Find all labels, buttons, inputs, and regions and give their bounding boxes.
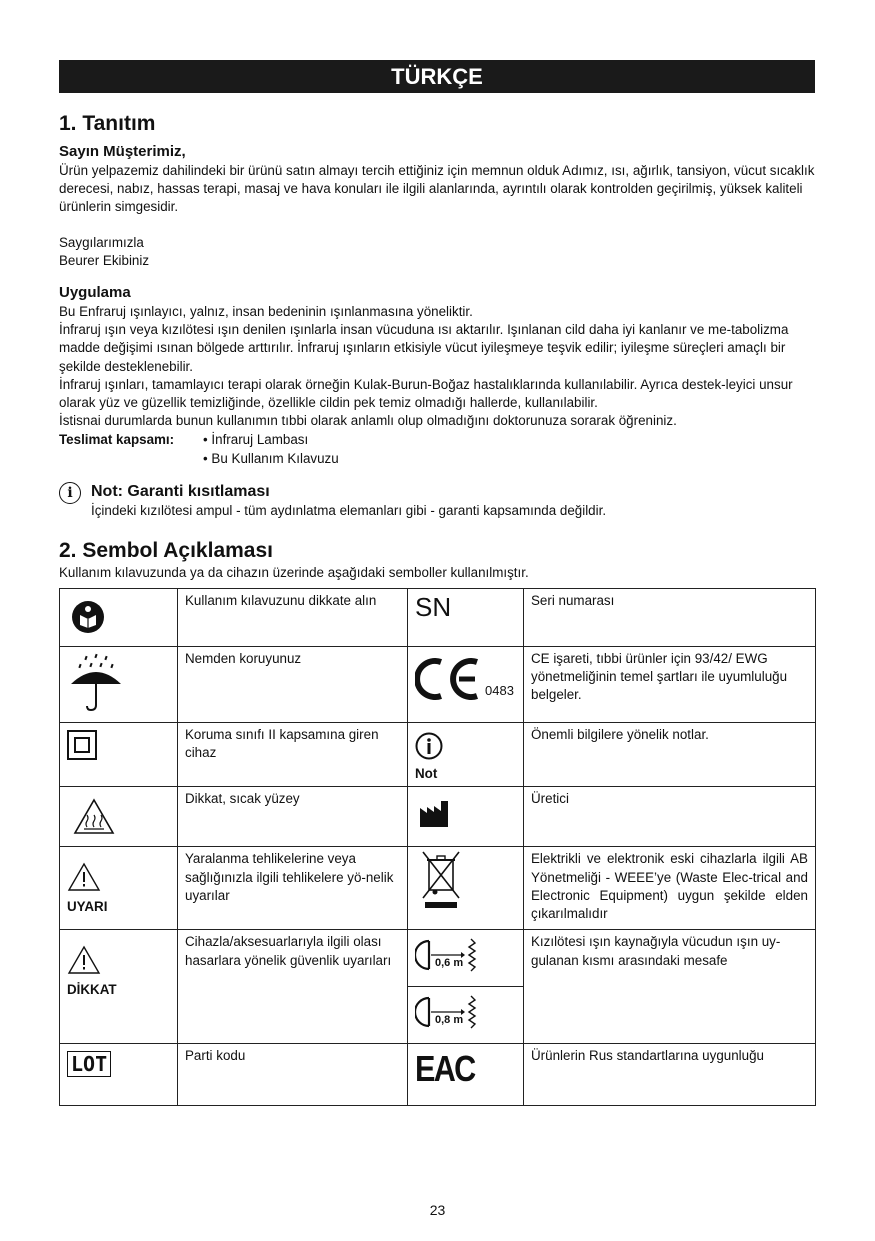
language-banner: TÜRKÇE xyxy=(59,60,815,93)
scope-label: Teslimat kapsamı: xyxy=(59,432,175,448)
info-icon xyxy=(415,732,443,760)
ce-mark xyxy=(415,658,516,700)
table-row xyxy=(60,1044,816,1106)
regards: Saygılarımızla xyxy=(59,234,144,250)
hot-surface-icon xyxy=(73,798,115,836)
symbol-cell xyxy=(408,847,524,930)
warning-label: UYARI xyxy=(67,898,108,914)
symbol-cell xyxy=(408,646,524,722)
distance-value: 0,8 m xyxy=(435,1014,464,1027)
umbrella-icon xyxy=(69,650,123,714)
scope-item: • Bu Kullanım Kılavuzu xyxy=(203,449,339,468)
section1-title: 1. Tanıtım xyxy=(59,112,156,135)
caution-icon xyxy=(67,945,101,975)
symbol-desc: Üretici xyxy=(524,787,816,847)
read-manual-icon xyxy=(71,600,105,634)
symbol-desc: Elektrikli ve elektronik eski cihazlarla ilgili AB Yönetmeliği - WEEE’ye (Waste Elec-trical and Electronic Equipment) uygun şekilde elden çıkarılmalıdır xyxy=(524,847,816,930)
distance-symbol-2 xyxy=(415,990,516,1030)
symbol-desc: Koruma sınıfı II kapsamına giren cihaz xyxy=(178,723,408,787)
warning-icon xyxy=(67,862,101,892)
table-row xyxy=(60,787,816,847)
section2-title: 2. Sembol Açıklaması xyxy=(59,538,273,562)
usage-title: Uygulama xyxy=(59,284,131,302)
eac-symbol: EAC xyxy=(415,1048,475,1090)
symbol-cell xyxy=(408,723,524,787)
symbol-desc: Kullanım kılavuzunu dikkate alın xyxy=(178,588,408,646)
table-row xyxy=(60,588,816,646)
ce-icon xyxy=(415,658,481,700)
table-row xyxy=(60,847,816,930)
table-row xyxy=(60,723,816,787)
symbol-cell xyxy=(60,930,178,1044)
manufacturer-icon xyxy=(419,800,449,828)
symbol-cell xyxy=(60,1044,178,1106)
distance-symbol-1 xyxy=(415,933,516,973)
symbol-cell xyxy=(408,588,524,646)
symbol-cell xyxy=(60,723,178,787)
scope-item: • İnfraruj Lambası xyxy=(203,430,339,449)
delivery-scope xyxy=(59,430,815,468)
section2-subtitle: Kullanım kılavuzunda ya da cihazın üzerinde aşağıdaki semboller kullanılmıştır. xyxy=(59,564,529,580)
symbol-cell xyxy=(408,987,524,1044)
symbol-desc: Yaralanma tehlikelerine veya sağlığınızla ilgili tehlikelere yö-nelik uyarılar xyxy=(178,847,408,930)
usage-line: İnfraruj ışınları, tamamlayıcı terapi olarak örneğin Kulak-Burun-Boğaz hastalıklarında kullanılabilir. Ayrıca destek-leyici unsur olarak yüz ve güzellik temizliğinde, özellikle cildin pek temiz olmadığı hallerde, kullanılabilir. xyxy=(59,376,793,411)
symbol-cell xyxy=(408,1044,524,1106)
sn-symbol: SN xyxy=(415,591,452,622)
note-label: Not xyxy=(415,766,438,782)
symbol-cell xyxy=(408,787,524,847)
intro-text: Ürün yelpazemiz dahilindeki bir ürünü satın almayı tercih ettiğiniz için memnun olduk Adımız, ısı, ağırlık, tansiyon, vücut sıcaklık derecesi, nabız, hassas terapi, masaj ve hava konuları ile ilgili alanlarında, ayrıntılı olarak kontrolden geçirilmiş, yüksek kaliteli ürünlerin simgesidir. xyxy=(59,163,815,215)
symbol-desc: Seri numarası xyxy=(524,588,816,646)
table-row xyxy=(60,930,816,987)
symbol-desc: Dikkat, sıcak yüzey xyxy=(178,787,408,847)
warranty-note xyxy=(59,482,815,520)
note-title: Not: Garanti kısıtlaması xyxy=(91,483,270,501)
symbol-cell xyxy=(60,847,178,930)
usage-line: İnfraruj ışın veya kızılötesi ışın denilen ışınlarla insan vücuduna ısı aktarılır. Işınlanan cild daha iyi kanlanır ve me-tabolizma madde değişimi ısınan bölgede arttırılır. İnfraruj ışınların etkisiyle vücut iyileşmeye teşvik edilir; iyileşme süreçleri amaçlı bir şekilde desteklenebilir. xyxy=(59,322,789,374)
symbol-table xyxy=(59,588,816,1107)
document-page xyxy=(59,60,815,1106)
symbol-desc: Kızılötesi ışın kaynağıyla vücudun ışın uy-gulanan kısmı arasındaki mesafe xyxy=(524,930,816,1044)
symbol-desc: Cihazla/aksesuarlarıyla ilgili olası hasarlara yönelik güvenlik uyarıları xyxy=(178,930,408,1044)
ce-number: 0483 xyxy=(485,682,514,698)
symbol-desc: Önemli bilgilere yönelik notlar. xyxy=(524,723,816,787)
symbol-cell xyxy=(60,787,178,847)
symbol-desc: CE işareti, tıbbi ürünler için 93/42/ EWG yönetmeliğinin temel şartları ile uyumluluğu belgeler. xyxy=(524,646,816,722)
class-ii-icon xyxy=(67,730,97,760)
table-row xyxy=(60,646,816,722)
symbol-desc: Parti kodu xyxy=(178,1044,408,1106)
symbol-cell xyxy=(60,588,178,646)
info-icon: i xyxy=(59,482,81,504)
symbol-desc: Ürünlerin Rus standartlarına uygunluğu xyxy=(524,1044,816,1106)
symbol-cell xyxy=(408,930,524,987)
symbol-cell xyxy=(60,646,178,722)
note-text: İçindeki kızılötesi ampul - tüm aydınlatma elemanları gibi - garanti kapsamında değildir. xyxy=(91,503,607,519)
usage-line: İstisnai durumlarda bunun kullanımın tıbbi olarak anlamlı olup olmadığını doktorunuza sorarak öğreniniz. xyxy=(59,413,677,429)
page-number: 23 xyxy=(429,1202,446,1218)
symbol-desc: Nemden koruyunuz xyxy=(178,646,408,722)
team: Beurer Ekibiniz xyxy=(59,252,150,268)
caution-label: DİKKAT xyxy=(67,981,117,997)
distance-value: 0,6 m xyxy=(435,957,464,970)
usage-line: Bu Enfraruj ışınlayıcı, yalnız, insan bedeninin ışınlanmasına yöneliktir. xyxy=(59,304,473,320)
weee-bin-icon xyxy=(421,850,461,912)
lot-symbol: LOT xyxy=(67,1051,111,1077)
greeting: Sayın Müşterimiz, xyxy=(59,143,186,160)
